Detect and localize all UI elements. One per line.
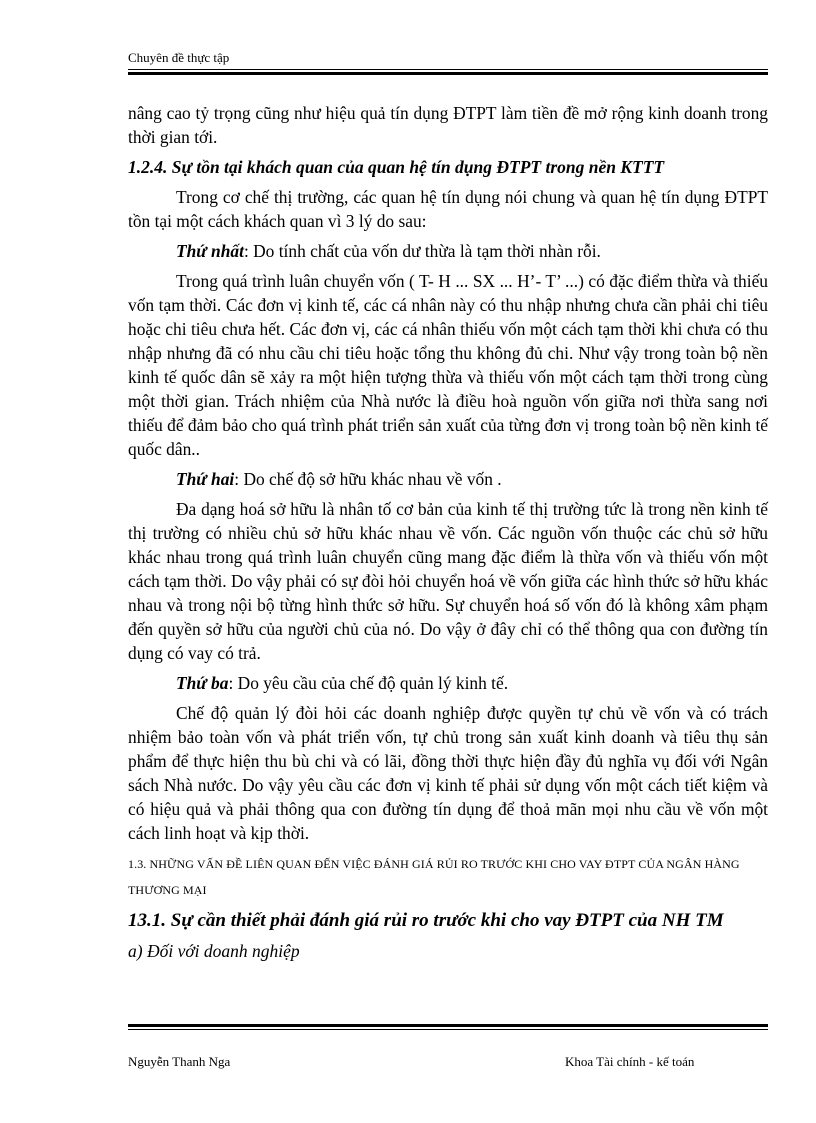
intro-paragraph: Trong cơ chế thị trường, các quan hệ tín dụng nói chung và quan hệ tín dụng ĐTPT tồn tại một cách khách quan vì 3 lý do sau: (128, 187, 768, 231)
footer-rule-thick (128, 1024, 768, 1027)
reason-third-text: : Do yêu cầu của chế độ quản lý kinh tế. (228, 673, 509, 693)
footer-rule-thin (128, 1029, 768, 1030)
reason-first (128, 239, 768, 263)
reason-second (128, 467, 768, 491)
subheading-a: a) Đối với doanh nghiệp (128, 941, 300, 961)
continuation-paragraph: nâng cao tỷ trọng cũng như hiệu quả tín dụng ĐTPT làm tiền đề mở rộng kinh doanh trong thời gian tới. (128, 103, 768, 147)
footer-author: Nguyễn Thanh Nga (128, 1054, 231, 1069)
paragraph-third: Chế độ quản lý đòi hỏi các doanh nghiệp được quyền tự chủ về vốn và có trách nhiệm bảo toàn vốn và phát triển vốn, tự chủ trong sản xuất kinh doanh và tiêu thụ sản phẩm để thực hiện thu bù chi và có lãi, đồng thời thực hiện đầy đủ nghĩa vụ đối với Ngân sách Nhà nước. Do vậy yêu cầu các đơn vị kinh tế phải sử dụng vốn một cách tiết kiệm và có hiệu quả và phải thông qua con đường tín dụng để thoả mãn mọi nhu cầu về vốn một cách linh hoạt và kịp thời. (128, 703, 768, 843)
reason-second-text: : Do chế độ sở hữu khác nhau về vốn . (234, 469, 502, 489)
section-heading-13: 1.3. NHỮNG VẤN ĐỀ LIÊN QUAN ĐẾN VIỆC ĐÁNH GIÁ RỦI RO TRƯỚC KHI CHO VAY ĐTPT CỦA NGÂN HÀNG THƯƠNG MẠI (128, 857, 740, 897)
header-rule-thick (128, 72, 768, 75)
paragraph-second: Đa dạng hoá sở hữu là nhân tố cơ bản của kinh tế thị trường tức là trong nền kinh tế thị trường có nhiều chủ sở hữu khác nhau về vốn. Các nguồn vốn thuộc các chủ sở hữu khác nhau trong quá trình luân chuyển cũng mang đặc điểm là thừa vốn và thiếu vốn một cách tạm thời. Do vậy phải có sự đòi hỏi chuyển hoá về vốn giữa các hình thức sở hữu khác nhau và trong nội bộ từng hình thức sở hữu. Sự chuyển hoá số vốn đó là không xâm phạm đến quyền sở hữu của người chủ của nó. Do vậy ở đây chỉ có thể thông qua con đường tín dụng có vay có trả. (128, 499, 768, 663)
section-heading-131: 13.1. Sự cần thiết phải đánh giá rủi ro trước khi cho vay ĐTPT của NH TM (128, 910, 724, 931)
header-rule-thin (128, 69, 768, 70)
document-body (128, 101, 768, 969)
section-heading-124: 1.2.4. Sự tồn tại khách quan của quan hệ tín dụng ĐTPT trong nền KTTT (128, 157, 665, 177)
reason-second-label: Thứ hai (176, 469, 235, 489)
reason-third (128, 671, 768, 695)
reason-third-label: Thứ ba (176, 673, 229, 693)
paragraph-first: Trong quá trình luân chuyển vốn ( T- H ... SX ... H’- T’ ...) có đặc điểm thừa và thiếu vốn tạm thời. Các đơn vị kinh tế, các cá nhân này có thu nhập nhưng chưa cần phải chi tiêu hoặc chi tiêu chưa hết. Các đơn vị, các cá nhân thiếu vốn một cách tạm thời khi chưa có thu nhập nhưng đã có nhu cầu chi tiêu hoặc tổng thu không đủ chi. Như vậy trong toàn bộ nền kinh tế quốc dân sẽ xảy ra một hiện tượng thừa và thiếu vốn một cách tạm thời trong cùng một thời gian. Trách nhiệm của Nhà nước là điều hoà nguồn vốn giữa nơi thừa sang nơi thiếu để đảm bảo cho quá trình phát triển sản xuất của từng đơn vị trong toàn bộ nền kinh tế quốc dân.. (128, 271, 768, 459)
footer-department: Khoa Tài chính - kế toán (565, 1054, 695, 1069)
page-header-title: Chuyên đề thực tập (128, 50, 230, 65)
reason-first-label: Thứ nhất (176, 241, 244, 261)
reason-first-text: : Do tính chất của vốn dư thừa là tạm thời nhàn rỗi. (243, 241, 601, 261)
